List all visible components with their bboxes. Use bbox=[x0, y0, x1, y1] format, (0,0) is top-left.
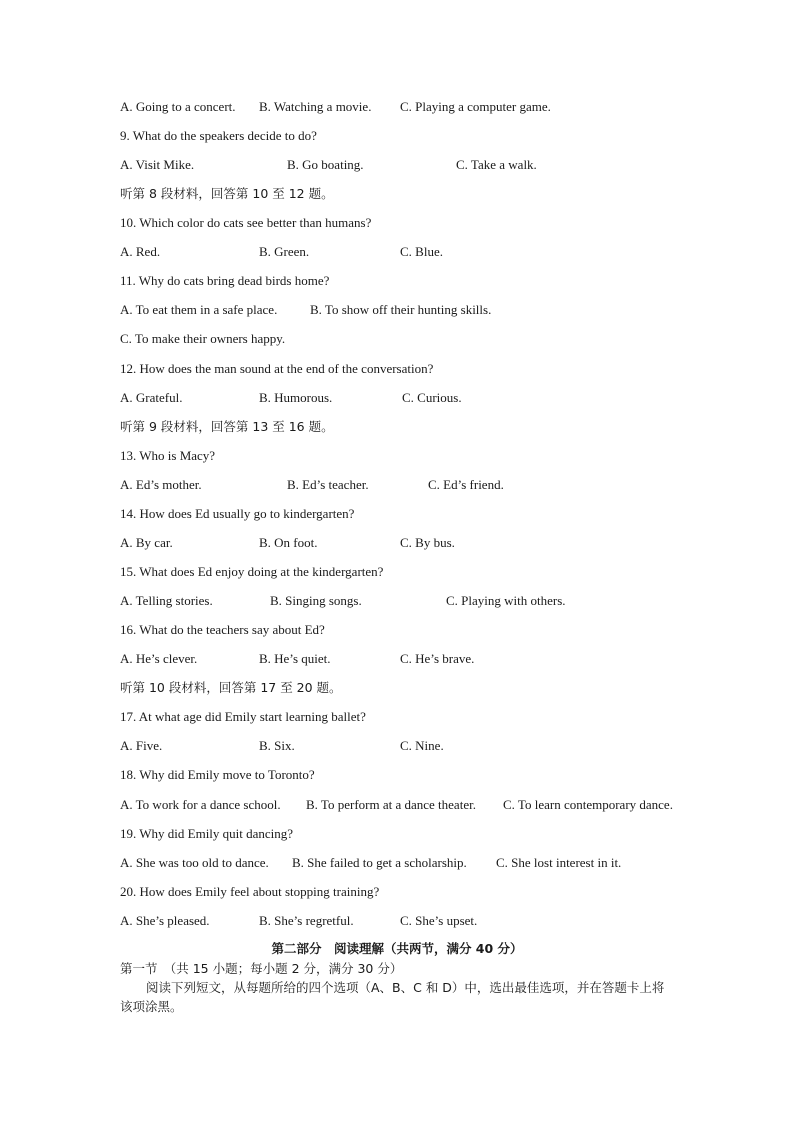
option-a: A. Red. bbox=[120, 244, 161, 259]
q13-stem: 13. Who is Macy? bbox=[120, 448, 216, 463]
option-b: B. She’s regretful. bbox=[259, 913, 354, 928]
option-c: C. Nine. bbox=[400, 738, 444, 753]
option-b: B. Six. bbox=[259, 738, 295, 753]
q19-stem: 19. Why did Emily quit dancing? bbox=[120, 826, 294, 841]
option-c: C. Take a walk. bbox=[456, 157, 537, 172]
part-2-title: 第二部分 阅读理解（共两节，满分 40 分） bbox=[271, 941, 523, 956]
q9-stem: 9. What do the speakers decide to do? bbox=[120, 128, 317, 143]
option-b: B. Humorous. bbox=[259, 390, 333, 405]
part-2-subsection: 第一节 （共 15 小题；每小题 2 分，满分 30 分） bbox=[120, 961, 403, 976]
option-b: B. To perform at a dance theater. bbox=[306, 797, 476, 812]
option-b: B. Go boating. bbox=[287, 157, 364, 172]
part-2-directions: 阅读下列短文，从每题所给的四个选项（A、B、C 和 D）中，选出最佳选项，并在答题卡上将该项涂黑。 bbox=[120, 980, 665, 1014]
q12-stem: 12. How does the man sound at the end of the conversation? bbox=[120, 361, 434, 376]
option-a: A. Five. bbox=[120, 738, 163, 753]
option-b: B. Ed’s teacher. bbox=[287, 477, 369, 492]
option-c: C. Playing with others. bbox=[446, 593, 566, 608]
option-a: A. To eat them in a safe place. bbox=[120, 302, 278, 317]
option-a: A. Ed’s mother. bbox=[120, 477, 202, 492]
q18-stem: 18. Why did Emily move to Toronto? bbox=[120, 767, 315, 782]
option-a: A. She was too old to dance. bbox=[120, 855, 269, 870]
option-c: C. She’s upset. bbox=[400, 913, 478, 928]
q15-stem: 15. What does Ed enjoy doing at the kindergarten? bbox=[120, 564, 384, 579]
option-b: B. She failed to get a scholarship. bbox=[292, 855, 467, 870]
option-a: A. He’s clever. bbox=[120, 651, 198, 666]
q10-stem: 10. Which color do cats see better than humans? bbox=[120, 215, 372, 230]
section-10-instruction: 听第 10 段材料，回答第 17 至 20 题。 bbox=[120, 680, 342, 695]
option-c: C. Curious. bbox=[402, 390, 462, 405]
q11-stem: 11. Why do cats bring dead birds home? bbox=[120, 273, 330, 288]
q17-stem: 17. At what age did Emily start learning ballet? bbox=[120, 709, 366, 724]
option-a: A. By car. bbox=[120, 535, 173, 550]
option-a: A. Going to a concert. bbox=[120, 99, 236, 114]
option-b: B. On foot. bbox=[259, 535, 318, 550]
option-b: B. He’s quiet. bbox=[259, 651, 331, 666]
option-b: B. Singing songs. bbox=[270, 593, 362, 608]
option-c: C. Playing a computer game. bbox=[400, 99, 551, 114]
option-c: C. He’s brave. bbox=[400, 651, 475, 666]
option-a: A. She’s pleased. bbox=[120, 913, 210, 928]
option-a: A. To work for a dance school. bbox=[120, 797, 281, 812]
q16-stem: 16. What do the teachers say about Ed? bbox=[120, 622, 325, 637]
option-c: C. To learn contemporary dance. bbox=[503, 797, 673, 812]
option-b: B. To show off their hunting skills. bbox=[310, 302, 492, 317]
option-a: A. Grateful. bbox=[120, 390, 183, 405]
option-a: A. Visit Mike. bbox=[120, 157, 195, 172]
option-c: C. Blue. bbox=[400, 244, 443, 259]
option-a: A. Telling stories. bbox=[120, 593, 213, 608]
option-c: C. She lost interest in it. bbox=[496, 855, 622, 870]
option-b: B. Watching a movie. bbox=[259, 99, 372, 114]
section-8-instruction: 听第 8 段材料，回答第 10 至 12 题。 bbox=[120, 186, 334, 201]
option-b: B. Green. bbox=[259, 244, 310, 259]
option-c: C. To make their owners happy. bbox=[120, 331, 286, 346]
q14-stem: 14. How does Ed usually go to kindergarten? bbox=[120, 506, 355, 521]
option-c: C. By bus. bbox=[400, 535, 455, 550]
q20-stem: 20. How does Emily feel about stopping training? bbox=[120, 884, 380, 899]
section-9-instruction: 听第 9 段材料，回答第 13 至 16 题。 bbox=[120, 419, 334, 434]
option-c: C. Ed’s friend. bbox=[428, 477, 504, 492]
